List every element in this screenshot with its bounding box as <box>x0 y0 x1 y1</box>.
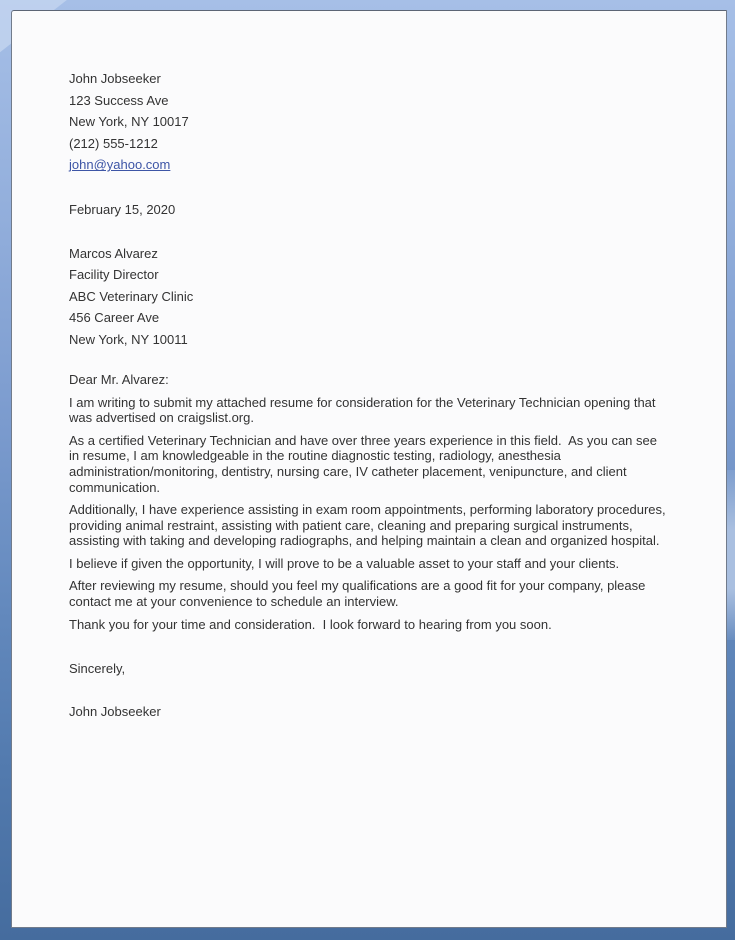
body-paragraph-6: Thank you for your time and consideration. I look forward to hearing from you soon. <box>69 616 552 632</box>
recipient-address-block <box>69 243 666 351</box>
sender-name: John Jobseeker <box>69 71 161 86</box>
sender-email-line <box>69 154 666 176</box>
sender-address-block <box>69 68 666 176</box>
closing: Sincerely, <box>69 661 126 677</box>
body-paragraph-3: Additionally, I have experience assisting in exam room appointments, performing laboratory procedures, providing animal restraint, assisting with patient care, cleaning and preparing surgical instruments, assisting with taking and developing radiographs, and helping maintain a clean and organized hospital. <box>69 502 670 549</box>
recipient-company: ABC Veterinary Clinic <box>69 288 194 304</box>
letter-date: February 15, 2020 <box>69 201 176 217</box>
letter-body <box>69 394 670 633</box>
letter-page <box>11 10 727 928</box>
recipient-city: New York, NY 10011 <box>69 331 188 347</box>
recipient-street: 456 Career Ave <box>69 310 160 326</box>
salutation: Dear Mr. Alvarez: <box>69 371 169 387</box>
body-paragraph-1: I am writing to submit my attached resume for consideration for the Veterinary Technician opening that was advertised on craigslist.org. <box>69 394 660 426</box>
sender-city: New York, NY 10017 <box>69 114 189 130</box>
body-paragraph-5: After reviewing my resume, should you feel my qualifications are a good fit for your company, please contact me at your convenience to schedule an interview. <box>69 578 649 610</box>
body-paragraph-2: As a certified Veterinary Technician and have over three years experience in this field. As you can see in resume, I am knowledgeable in the routine diagnostic testing, radiology, anesthesia administration/monitoring, dentistry, nursing care, IV catheter placement, venipuncture, and client communication. <box>69 432 661 495</box>
signature-name: John Jobseeker <box>69 704 161 720</box>
sender-street: 123 Success Ave <box>69 92 169 108</box>
recipient-name: Marcos Alvarez <box>69 245 158 261</box>
sender-phone: (212) 555-1212 <box>69 135 158 151</box>
recipient-title: Facility Director <box>69 267 159 283</box>
sender-email-link[interactable]: john@yahoo.com <box>69 157 171 173</box>
body-paragraph-4: I believe if given the opportunity, I will prove to be a valuable asset to your staff and your clients. <box>69 555 620 571</box>
